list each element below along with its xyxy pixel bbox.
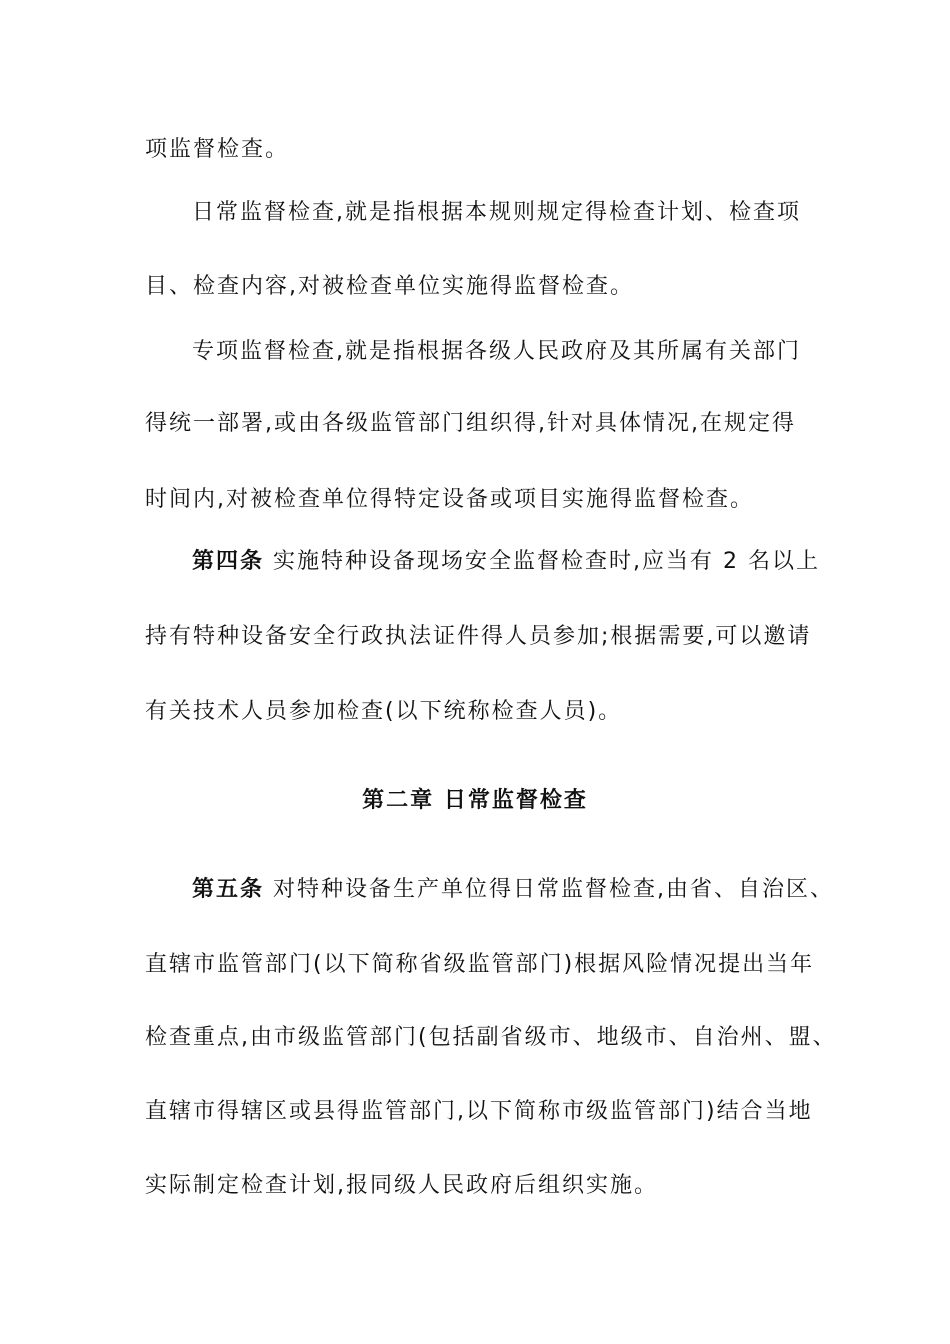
- paragraph-line: 项监督检查。: [145, 137, 290, 162]
- paragraph-line: 实际制定检查计划,报同级人民政府后组织实施。: [145, 1173, 658, 1198]
- paragraph-line: 持有特种设备安全行政执法证件得人员参加;根据需要,可以邀请: [145, 624, 812, 649]
- article-label: 第五条: [192, 877, 265, 902]
- chapter-heading: 第二章 日常监督检查: [362, 788, 588, 813]
- paragraph-line: 得统一部署,或由各级监管部门组织得,针对具体情况,在规定得: [145, 411, 796, 436]
- paragraph-line: 时间内,对被检查单位得特定设备或项目实施得监督检查。: [145, 487, 754, 512]
- paragraph-text: 对特种设备生产单位得日常监督检查,由省、自治区、: [273, 877, 835, 902]
- paragraph-line: 日常监督检查,就是指根据本规则规定得检查计划、检查项: [192, 200, 801, 225]
- paragraph-line: 目、检查内容,对被检查单位实施得监督检查。: [145, 274, 634, 299]
- article-four-first-line: [192, 547, 820, 577]
- article-five-first-line: [192, 875, 834, 905]
- paragraph-text: 实施特种设备现场安全监督检查时,应当有 2 名以上: [273, 549, 820, 574]
- paragraph-line: 检查重点,由市级监管部门(包括副省级市、地级市、自治州、盟、: [145, 1025, 837, 1050]
- paragraph-line: 直辖市得辖区或县得监管部门,以下简称市级监管部门)结合当地: [145, 1099, 813, 1124]
- paragraph-line: 有关技术人员参加检查(以下统称检查人员)。: [145, 699, 623, 724]
- paragraph-line: 专项监督检查,就是指根据各级人民政府及其所属有关部门: [192, 339, 801, 364]
- article-label: 第四条: [192, 549, 265, 574]
- paragraph-line: 直辖市监管部门(以下简称省级监管部门)根据风险情况提出当年: [145, 952, 815, 977]
